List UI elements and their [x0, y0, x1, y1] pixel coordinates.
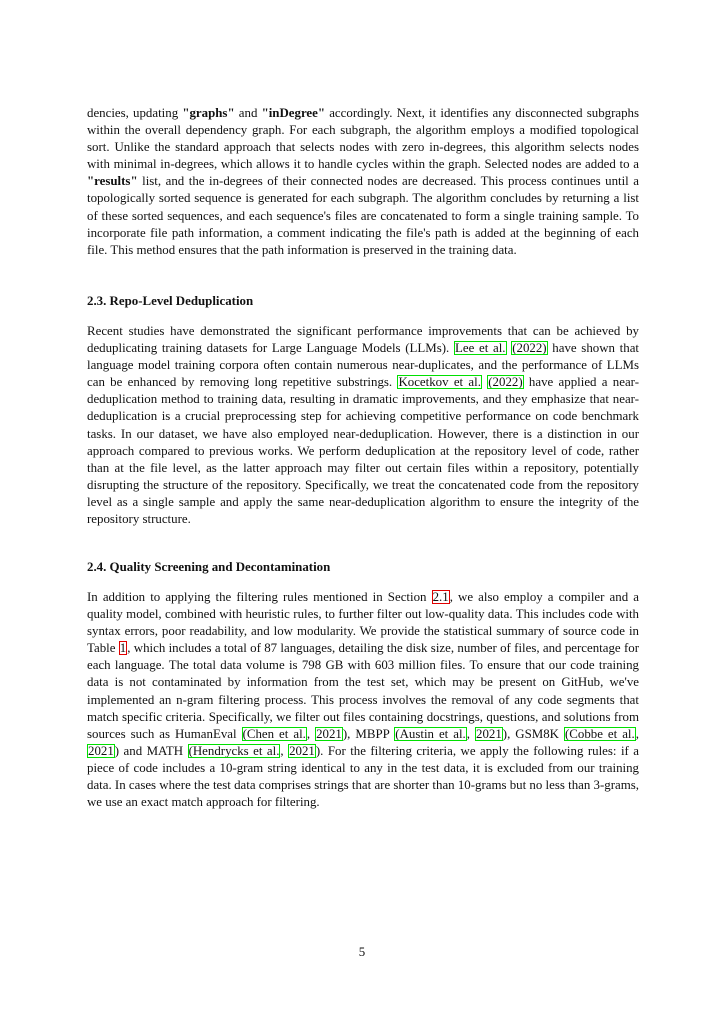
citation-link-hendrycks-year[interactable]: 2021 — [289, 743, 315, 758]
citation-link-austin[interactable]: (Austin et al. — [395, 726, 466, 741]
section-heading-2-4: 2.4. Quality Screening and Decontamination — [87, 560, 331, 574]
code-term-results: "results" — [87, 174, 138, 189]
citation-link-cobbe[interactable]: (Cobbe et al. — [564, 726, 635, 741]
paragraph-deduplication: Recent studies have demonstrated the significant performance improvements that can be achieved by deduplicating training datasets for Large Language Models (LLMs). Lee et al. (2022) have shown that language model training corpora often contain numerous near-duplicates, and the performance of LLMs can be enhanced by removing long repetitive substrings. Kocetkov et al. (2022) have applied a near-deduplication method to training data, resulting in dramatic improvements, and they emphasize that near-deduplication is a crucial preprocessing step for achieving competitive performance on code benchmark tasks. In our dataset, we have also employed near-deduplication. However, there is a distinction in our approach compared to previous works. We perform deduplication at the repository level of code, rather than at the file level, as the latter approach may filter out certain files within a repository, potentially disrupting the structure of the repository. Specifically, we treat the concatenated code from the repository level as a single sample and apply the same near-deduplication algorithm to ensure the integrity of the repository structure. — [87, 324, 640, 527]
section-ref-link[interactable]: 2.1 — [432, 590, 449, 604]
code-term-graphs: "graphs" — [182, 106, 235, 120]
citation-link-lee-year[interactable]: (2022) — [512, 341, 547, 356]
citation-link-cobbe-year[interactable]: 2021 — [88, 743, 114, 758]
citation-link-hendrycks[interactable]: (Hendrycks et al. — [188, 743, 280, 758]
code-term-indegree: "inDegree" — [261, 106, 326, 120]
citation-link-chen[interactable]: (Chen et al. — [242, 726, 306, 741]
citation-link-chen-year[interactable]: 2021 — [316, 726, 342, 741]
citation-link-lee[interactable]: Lee et al. — [454, 341, 506, 356]
paragraph-topological-sort: dencies, updating "graphs" and "inDegree" accordingly. Next, it identifies any disconnected subgraphs within the overall dependency graph. For each subgraph, the algorithm employs a modified topological sort. Unlike the standard approach that selects nodes with zero in-degrees, this algorithm selects nodes with minimal in-degrees, which allows it to handle cycles within the graph. Selected nodes are added to a "results" list, and the in-degrees of their connected nodes are decreased. This process continues until a topologically sorted sequence is generated for each subgraph. The algorithm concludes by returning a list of these sorted sequences, and each sequence's files are concatenated to form a single training sample. To incorporate file path information, a comment indicating the file's path is added at the beginning of each file. This method ensures that the path information is preserved in the training data. — [87, 106, 640, 257]
paragraph-quality-screening: In addition to applying the filtering rules mentioned in Section 2.1, we also employ a compiler and a quality model, combined with heuristic rules, to further filter out low-quality data. This includes code with syntax errors, poor readability, and low modularity. We provide the statistical summary of source code in Table 1, which includes a total of 87 languages, detailing the disk size, number of files, and percentage for each language. The total data volume is 798 GB with 603 million files. To ensure that our code training data is not contaminated by information from the test set, which may be present on GitHub, we've implemented an n-gram filtering process. This process involves the removal of any code segments that match specific criteria. Specifically, we filter out files containing docstrings, questions, and solutions from sources such as HumanEval (Chen et al., 2021), MBPP (Austin et al., 2021), GSM8K (Cobbe et al., 2021) and MATH (Hendrycks et al., 2021). For the filtering criteria, we apply the following rules: if a piece of code includes a 10-gram string identical to any in the test data, it is excluded from our training data. In cases where the test data comprises strings that are shorter than 10-grams but no less than 3-grams, we use an exact match approach for filtering. — [87, 590, 639, 810]
page-number: 5 — [358, 945, 366, 959]
section-heading-2-3: 2.3. Repo-Level Deduplication — [87, 294, 254, 308]
citation-link-austin-year[interactable]: 2021 — [476, 726, 502, 741]
citation-link-kocetkov-year[interactable]: (2022) — [488, 375, 523, 390]
citation-link-kocetkov[interactable]: Kocetkov et al. — [398, 375, 481, 390]
table-ref-link[interactable]: 1 — [119, 641, 127, 656]
